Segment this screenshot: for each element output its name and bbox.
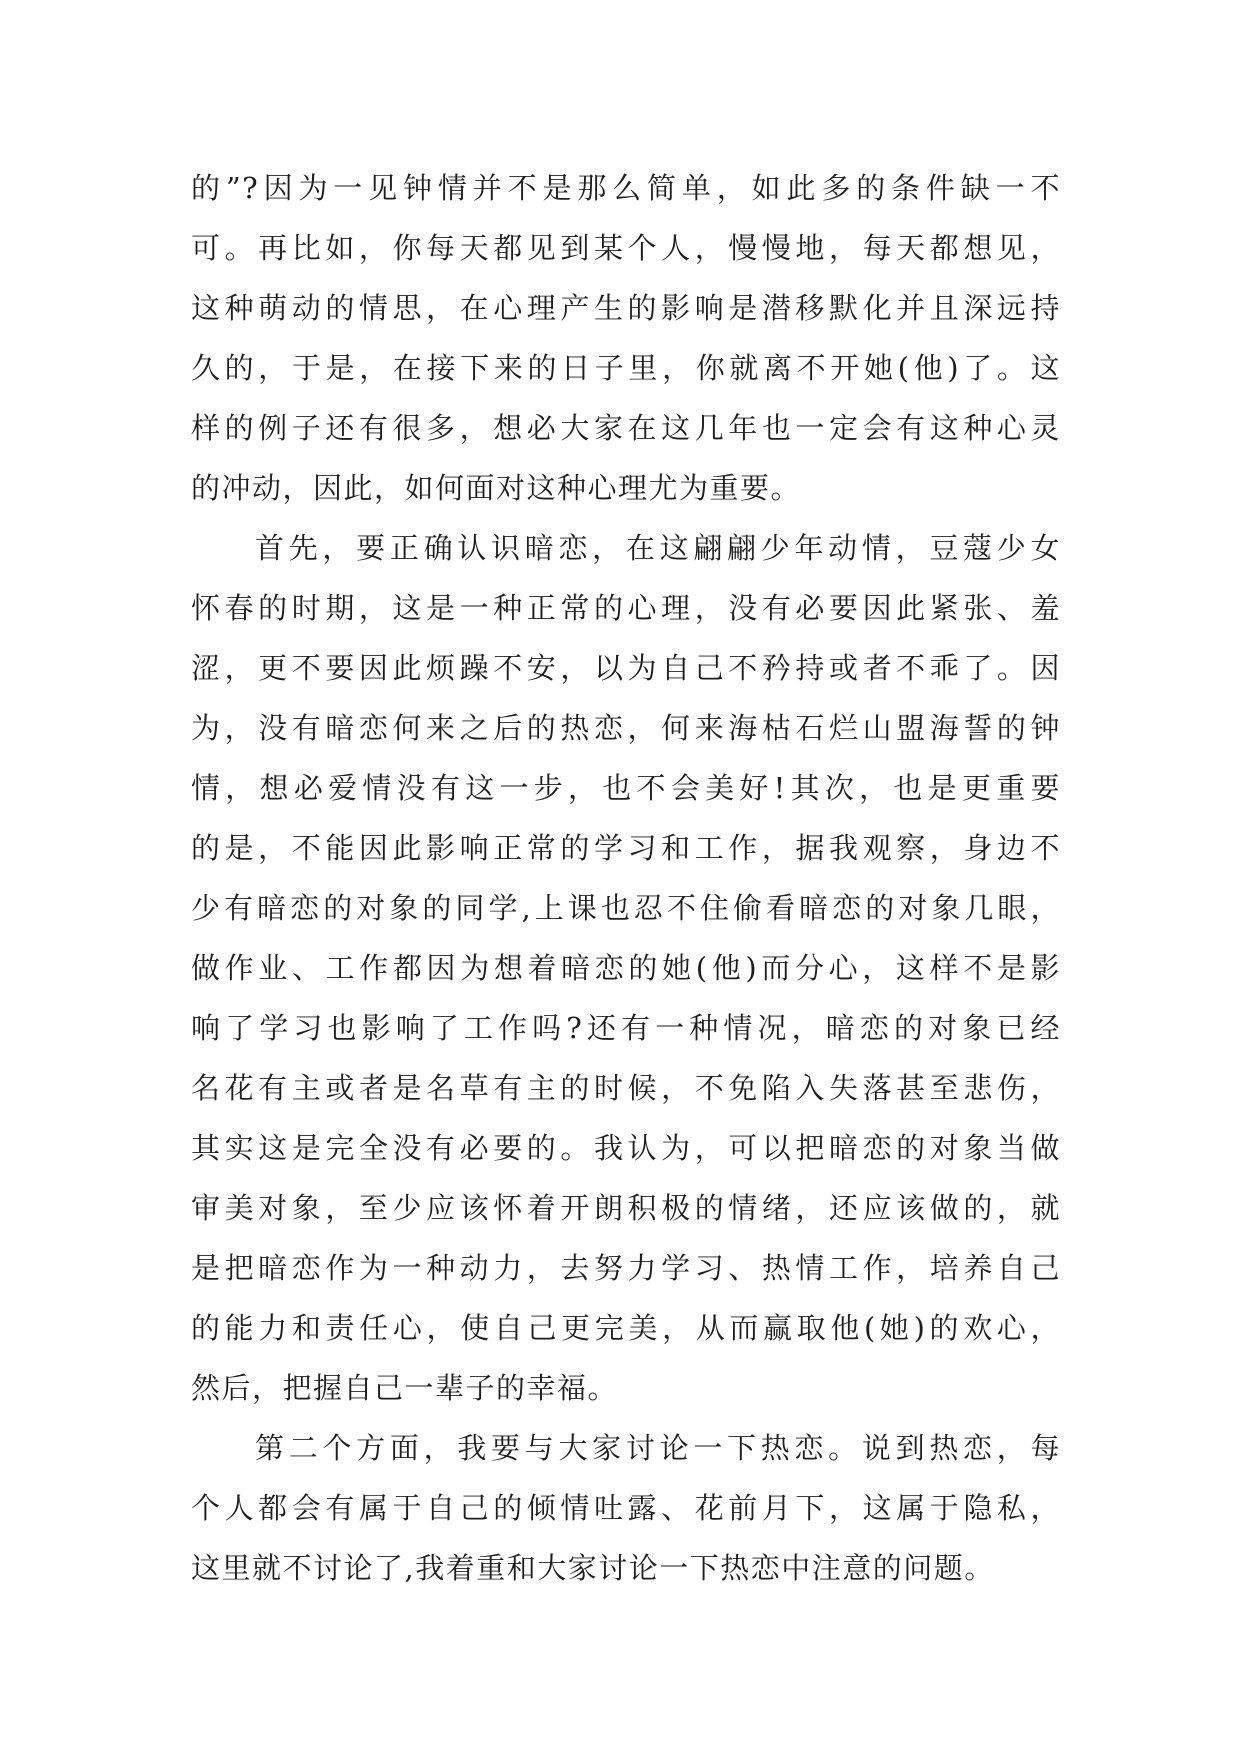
text-line: 样的例子还有很多，想必大家在这几年也一定会有这种心灵 [191,411,1061,445]
text-line: 第二个方面，我要与大家讨论一下热恋。说到热恋，每 [255,1431,1061,1465]
text-line: 其实这是完全没有必要的。我认为，可以把暗恋的对象当做 [191,1131,1061,1165]
text-line: 情，想必爱情没有这一步，也不会美好!其次，也是更重要 [191,771,1061,805]
text-line: 做作业、工作都因为想着暗恋的她(他)而分心，这样不是影 [191,951,1061,985]
text-line: 涩，更不要因此烦躁不安，以为自己不矜持或者不乖了。因 [191,651,1061,685]
text-line: 然后，把握自己一辈子的幸福。 [191,1371,619,1405]
paragraph-2 [191,518,1061,1418]
text-line: 的能力和责任心，使自己更完美，从而赢取他(她)的欢心， [191,1311,1061,1345]
text-line: 可。再比如，你每天都见到某个人，慢慢地，每天都想见， [191,231,1061,265]
text-line: 这种萌动的情思，在心理产生的影响是潜移默化并且深远持 [191,291,1061,325]
text-line: 怀春的时期，这是一种正常的心理，没有必要因此紧张、羞 [191,591,1061,625]
text-line: 久的，于是，在接下来的日子里，你就离不开她(他)了。这 [191,351,1061,385]
text-line: 的冲动，因此，如何面对这种心理尤为重要。 [191,471,802,505]
paragraph-3 [191,1418,1061,1598]
text-line: 名花有主或者是名草有主的时候，不免陷入失落甚至悲伤， [191,1071,1061,1105]
text-line: 审美对象，至少应该怀着开朗积极的情绪，还应该做的，就 [191,1191,1061,1225]
text-line: 的是，不能因此影响正常的学习和工作，据我观察，身边不 [191,831,1061,865]
paragraph-1 [191,158,1061,518]
text-line: 响了学习也影响了工作吗?还有一种情况，暗恋的对象已经 [191,1011,1061,1045]
text-line: 这里就不讨论了,我着重和大家讨论一下热恋中注意的问题。 [191,1551,995,1585]
text-line: 个人都会有属于自己的倾情吐露、花前月下，这属于隐私， [191,1491,1061,1525]
text-line: 首先，要正确认识暗恋，在这翩翩少年动情，豆蔻少女 [255,531,1061,565]
text-line: 为，没有暗恋何来之后的热恋，何来海枯石烂山盟海誓的钟 [191,711,1061,745]
text-line: 是把暗恋作为一种动力，去努力学习、热情工作，培养自己 [191,1251,1061,1285]
text-line: 的”?因为一见钟情并不是那么简单，如此多的条件缺一不 [191,171,1061,205]
body-text [191,158,1061,1598]
text-line: 少有暗恋的对象的同学,上课也忍不住偷看暗恋的对象几眼， [191,891,1061,925]
